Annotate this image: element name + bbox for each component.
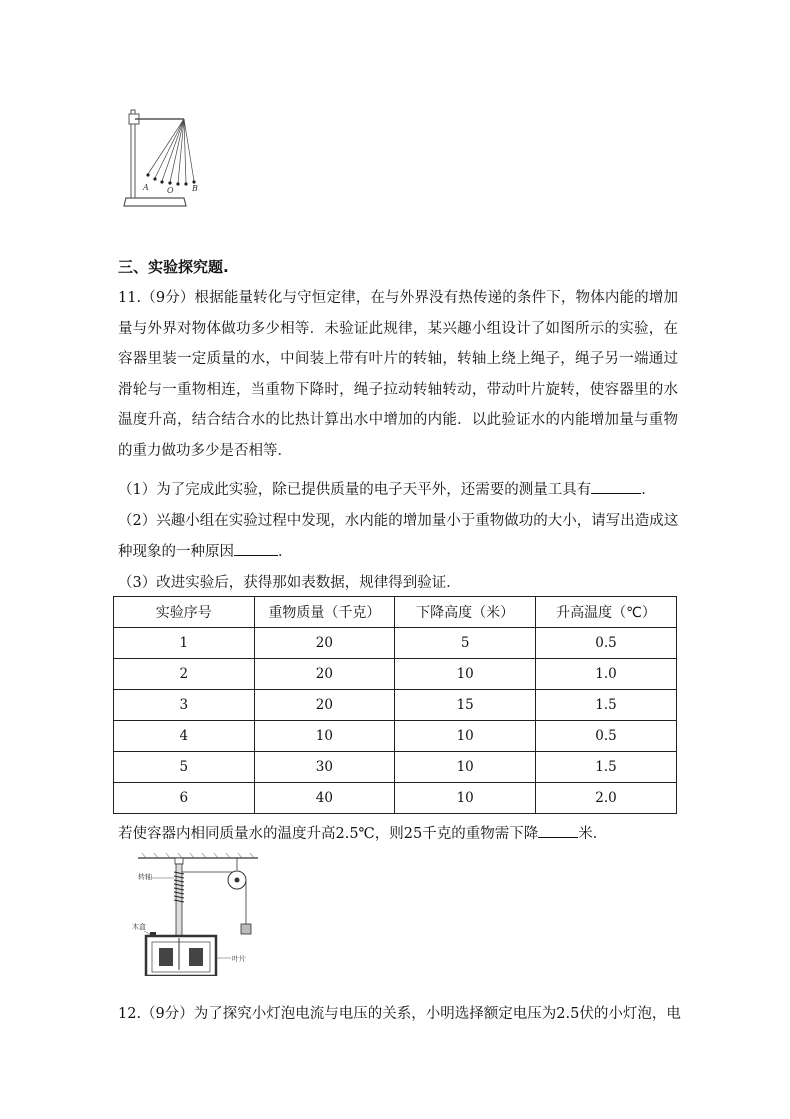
table-row — [114, 783, 677, 814]
table-cell: 0.5 — [536, 721, 677, 752]
data-table — [113, 596, 677, 814]
table-cell: 40 — [254, 783, 395, 814]
label-blade: 叶片 — [232, 955, 246, 963]
section-title: 三、实验探究题. — [118, 258, 229, 276]
table-header: 实验序号 — [114, 597, 255, 628]
table-header-row — [114, 597, 677, 628]
table-header: 重物质量（千克） — [254, 597, 395, 628]
table-cell: 4 — [114, 721, 255, 752]
label-box: 木盒 — [132, 923, 146, 931]
table-header: 升高温度（℃） — [536, 597, 677, 628]
table-cell: 5 — [395, 628, 536, 659]
table-cell: 10 — [395, 783, 536, 814]
apparatus-figure — [132, 852, 278, 976]
table-cell: 3 — [114, 690, 255, 721]
table-cell: 1.5 — [536, 690, 677, 721]
table-cell: 20 — [254, 659, 395, 690]
q12-body: 12.（9分）为了探究小灯泡电流与电压的关系，小明选择额定电压为2.5伏的小灯泡，电 — [118, 1006, 681, 1022]
table-row — [114, 628, 677, 659]
label-o: O — [167, 186, 174, 195]
table-cell: 20 — [254, 690, 395, 721]
q11-conclusion: 若使容器内相同质量水的温度升高2.5℃，则25千克的重物需下降 米． — [118, 822, 607, 843]
table-row — [114, 659, 677, 690]
answer-blank-1[interactable] — [591, 479, 641, 494]
table-header: 下降高度（米） — [395, 597, 536, 628]
table-cell: 1 — [114, 628, 255, 659]
q11-sub1: （1）为了完成此实验，除已提供质量的电子天平外，还需要的测量工具有 ． — [118, 478, 656, 499]
table-cell: 5 — [114, 752, 255, 783]
answer-blank-3[interactable] — [538, 823, 578, 838]
table-cell: 0.5 — [536, 628, 677, 659]
label-a: A — [143, 183, 149, 192]
table-cell: 10 — [395, 752, 536, 783]
pendulum-stand-figure — [118, 100, 210, 212]
table-cell: 2 — [114, 659, 255, 690]
table-cell: 10 — [395, 721, 536, 752]
table-row — [114, 690, 677, 721]
answer-blank-2[interactable] — [234, 541, 278, 556]
table-cell: 6 — [114, 783, 255, 814]
table-cell: 30 — [254, 752, 395, 783]
table-cell: 10 — [254, 721, 395, 752]
label-b: B — [192, 184, 198, 193]
table-cell: 20 — [254, 628, 395, 659]
table-cell: 10 — [395, 659, 536, 690]
q11-body: 11.（9分）根据能量转化与守恒定律，在与外界没有热传递的条件下，物体内能的增加量与外界对物体做功多少相等．未验证此规律，某兴趣小组设计了如图所示的实验，在容器里装一定质量的水，中间装上带有叶片的转轴，转轴上绕上绳子，绳子另一端通过滑轮与一重物相连，当重物下降时，绳子拉动转轴转动，带动叶片旋转，使容器里的水温度升高，结合结合水的比热计算出水中增加的内能．以此验证水的内能增加量与重物的重力做功多少是否相等． — [118, 290, 678, 459]
q11-sub2-line1: （2）兴趣小组在实验过程中发现，水内能的增加量小于重物做功的大小，请写出造成这 — [118, 513, 679, 529]
table-cell: 2.0 — [536, 783, 677, 814]
label-axle: 转轴 — [138, 873, 152, 881]
q11-sub3: （3）改进实验后，获得那如表数据，规律得到验证． — [118, 575, 461, 591]
table-cell: 1.5 — [536, 752, 677, 783]
table-row — [114, 721, 677, 752]
table-row — [114, 752, 677, 783]
q11-sub2-line2: 种现象的一种原因 ． — [118, 540, 293, 561]
table-cell: 15 — [395, 690, 536, 721]
table-cell: 1.0 — [536, 659, 677, 690]
